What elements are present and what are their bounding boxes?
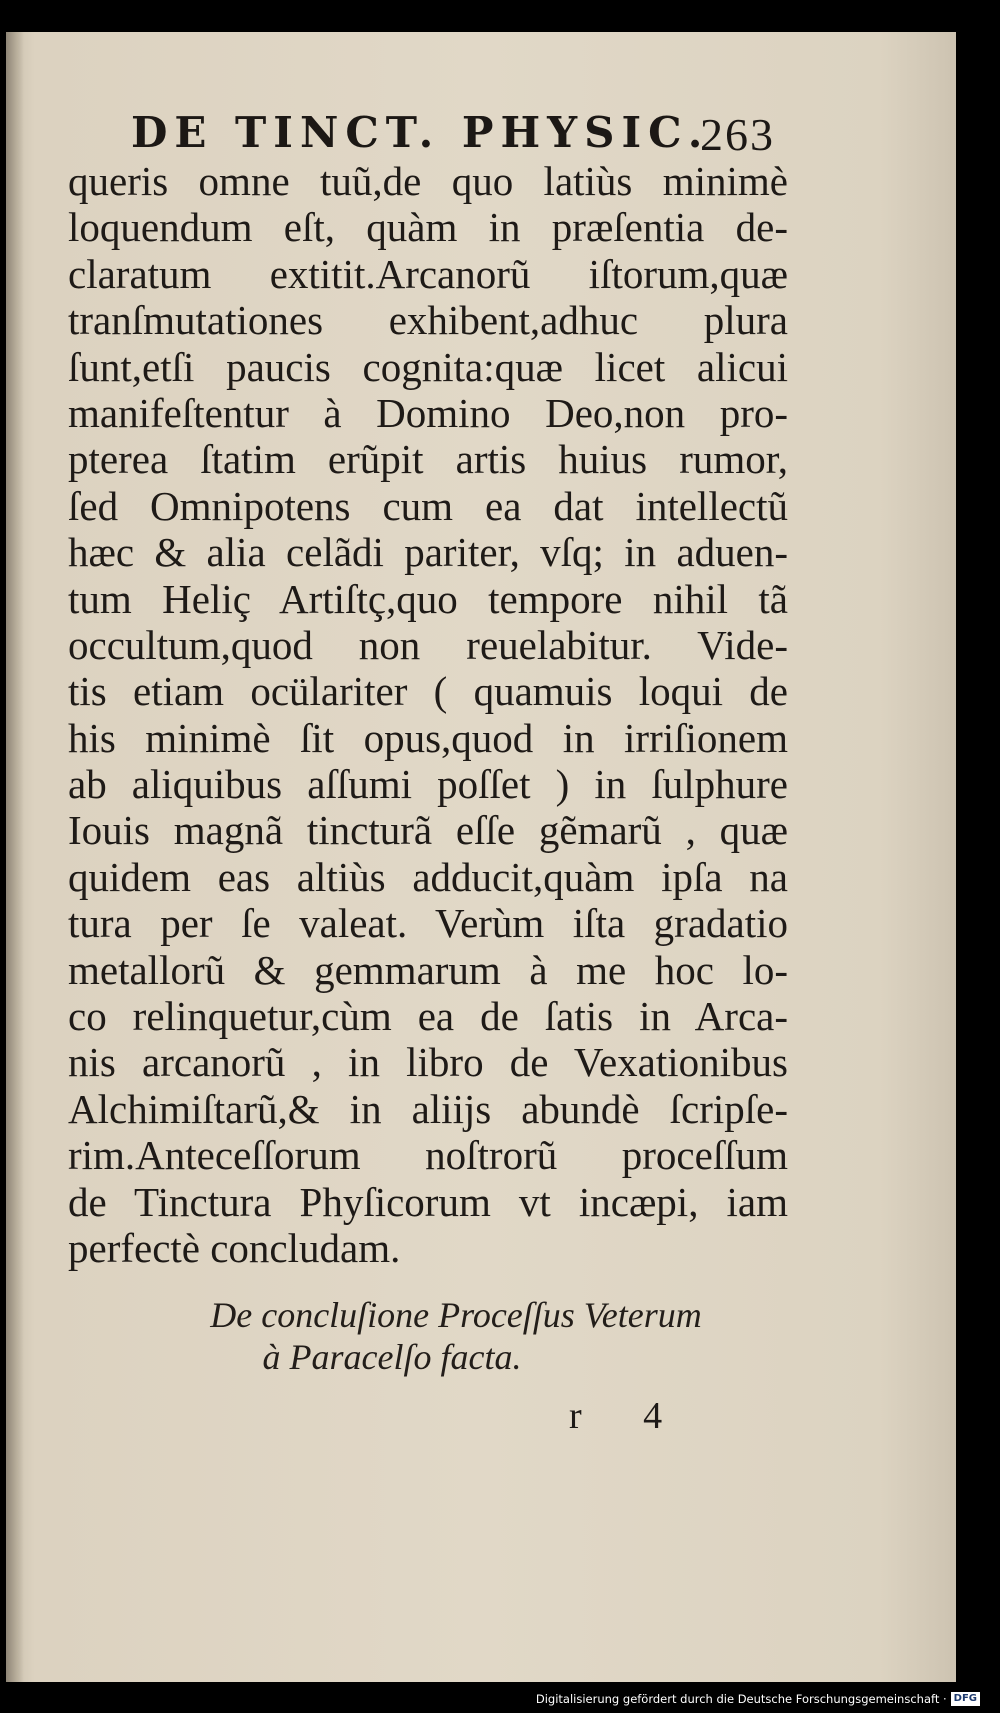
credit-text: Digitalisierung gefördert durch die Deutsche Forschungsgemeinschaft · xyxy=(535,1692,947,1706)
text-line: tura per ſe valeat. Verùm iſta gradatio xyxy=(68,900,788,947)
text-line: ſunt,etſi paucis cognita:quæ licet alicui xyxy=(68,343,788,390)
text-line: manifeſtentur à Domino Deo,non pro- xyxy=(68,389,788,436)
text-line: his minimè ſit opus,quod in irriſionem xyxy=(68,714,788,761)
running-head-title: DE TINCT. PHYSIC. xyxy=(131,108,710,157)
text-line: perfectè concludam. xyxy=(68,1224,401,1271)
dfg-logo-icon: DFG xyxy=(951,1692,980,1706)
text-line: queris omne tuũ,de quo latiùs minimè xyxy=(68,158,788,204)
text-line: tum Heliç Artiſtç,quo tempore nihil tã xyxy=(68,575,788,622)
text-line: nis arcanorũ , in libro de Vexationibus xyxy=(68,1039,788,1086)
section-heading-line: De concluſione Proceſſus Veterum xyxy=(210,1295,702,1335)
text-line: ſed Omnipotens cum ea dat intellectũ xyxy=(68,482,788,529)
text-line: co relinquetur,cùm ea de ſatis in Arca- xyxy=(68,993,788,1040)
text-line: tis etiam ocülariter ( quamuis loqui de xyxy=(68,668,788,715)
signature-mark: r 4 xyxy=(569,1395,689,1437)
text-line: hæc & alia celãdi pariter, vſq; in aduen- xyxy=(68,529,788,576)
text-line: Alchimiſtarũ,& in aliĳs abundè ſcripſe- xyxy=(68,1085,788,1132)
digitization-credit xyxy=(536,1689,980,1709)
body-text xyxy=(68,158,788,1271)
page-number: 263 xyxy=(700,109,775,160)
section-heading-line: à Paracelſo facta. xyxy=(262,1337,522,1377)
text-line: quidem eas altiùs adducit,quàm ipſa na xyxy=(68,853,788,900)
text-line: metallorũ & gemmarum à me hoc lo- xyxy=(68,946,788,993)
text-line: loquendum eſt, quàm in præſentia de- xyxy=(68,204,788,251)
book-page xyxy=(6,32,956,1682)
text-line: rim.Anteceſſorum noſtrorũ proceſſum xyxy=(68,1132,788,1179)
text-line: de Tinctura Phyſicorum vt incæpi, iam xyxy=(68,1178,788,1225)
text-line: pterea ſtatim erũpit artis huius rumor, xyxy=(68,436,788,483)
text-line: tranſmutationes exhibent,adhuc plura xyxy=(68,297,788,344)
text-line: Iouis magnã tincturã eſſe gẽmarũ , quæ xyxy=(68,807,788,854)
text-line: occultum,quod non reuelabitur. Vide- xyxy=(68,621,788,668)
text-line: ab aliquibus aſſumi poſſet ) in ſulphure xyxy=(68,761,788,808)
text-line: claratum extitit.Arcanorũ iſtorum,quæ xyxy=(68,250,788,297)
